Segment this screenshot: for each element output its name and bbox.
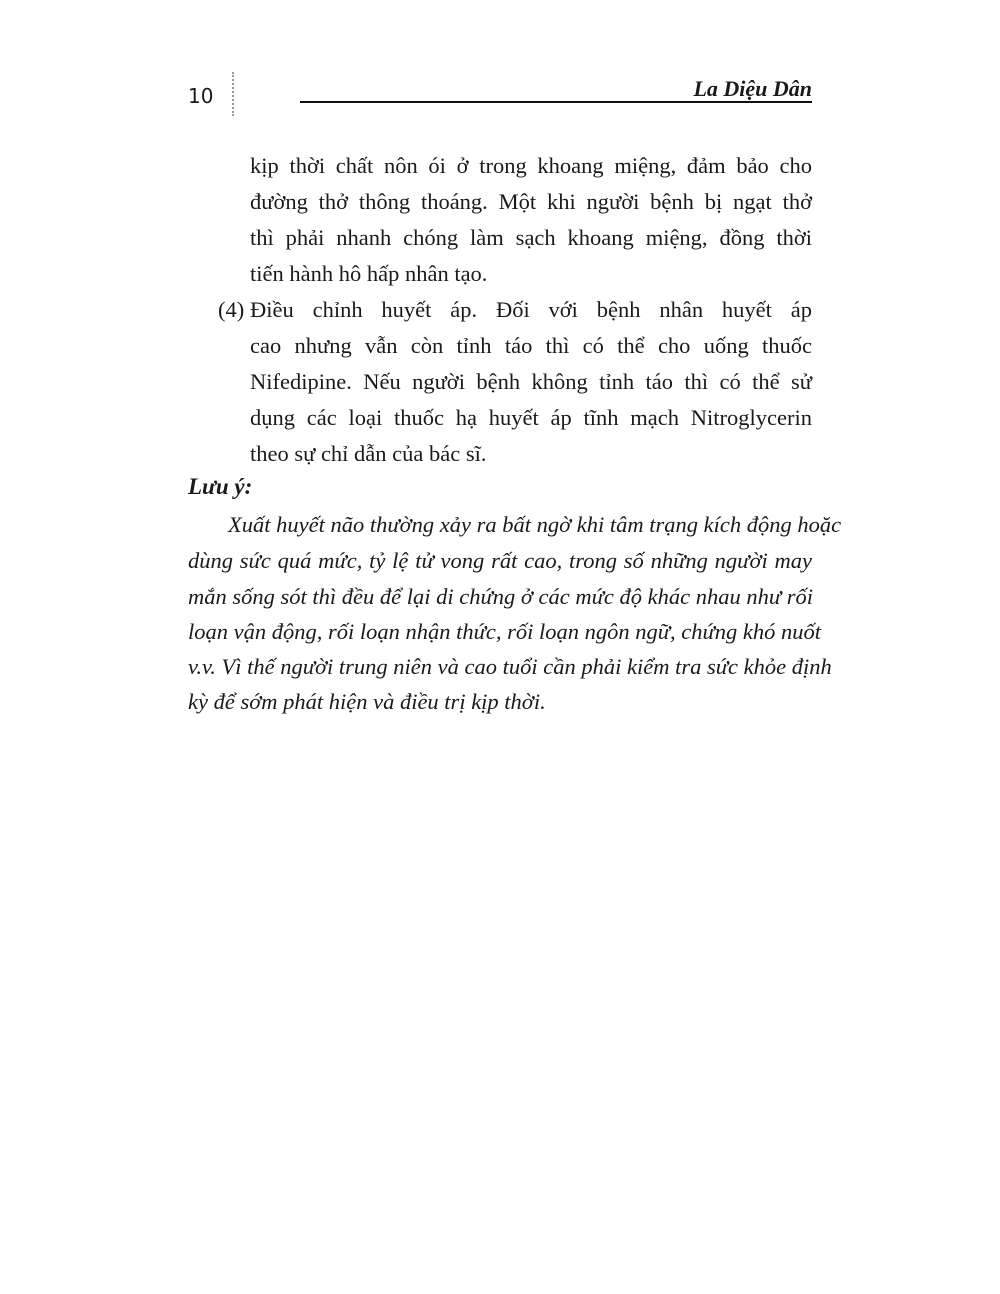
note-label: Lưu ý: xyxy=(188,474,253,499)
body-line: kịp thời chất nôn ói ở trong khoang miệng, đảm bảo cho xyxy=(250,153,812,178)
list-item-line: Nifedipine. Nếu người bệnh không tỉnh táo thì có thể sử xyxy=(250,369,812,394)
note-line: v.v. Vì thế người trung niên và cao tuổi cần phải kiểm tra sức khỏe định xyxy=(188,654,832,679)
body-line: tiến hành hô hấp nhân tạo. xyxy=(250,261,488,286)
list-item-line: theo sự chỉ dẫn của bác sĩ. xyxy=(250,441,487,466)
note-line: Xuất huyết não thường xảy ra bất ngờ khi tâm trạng kích động hoặc xyxy=(228,512,842,537)
note-line: kỳ để sớm phát hiện và điều trị kịp thời. xyxy=(188,689,546,714)
list-item-number: (4) xyxy=(218,297,245,322)
running-header-author: La Diệu Dân xyxy=(693,76,812,101)
note-line: loạn vận động, rối loạn nhận thức, rối loạn ngôn ngữ, chứng khó nuốt xyxy=(188,619,822,644)
header-vertical-rule xyxy=(232,72,234,116)
list-item-line: cao nhưng vẫn còn tỉnh táo thì có thể cho uống thuốc xyxy=(250,333,812,358)
list-item-line: dụng các loại thuốc hạ huyết áp tĩnh mạch Nitroglycerin xyxy=(250,405,812,430)
body-line: thì phải nhanh chóng làm sạch khoang miệng, đồng thời xyxy=(250,225,812,250)
note-line: mắn sống sót thì đều để lại di chứng ở các mức độ khác nhau như rối xyxy=(188,584,813,609)
body-line: đường thở thông thoáng. Một khi người bệnh bị ngạt thở xyxy=(250,189,812,214)
note-line: dùng sức quá mức, tỷ lệ tử vong rất cao, trong số những người may xyxy=(188,548,812,573)
list-item-line: Điều chỉnh huyết áp. Đối với bệnh nhân huyết áp xyxy=(250,297,812,322)
page-number: 10 xyxy=(188,84,214,108)
